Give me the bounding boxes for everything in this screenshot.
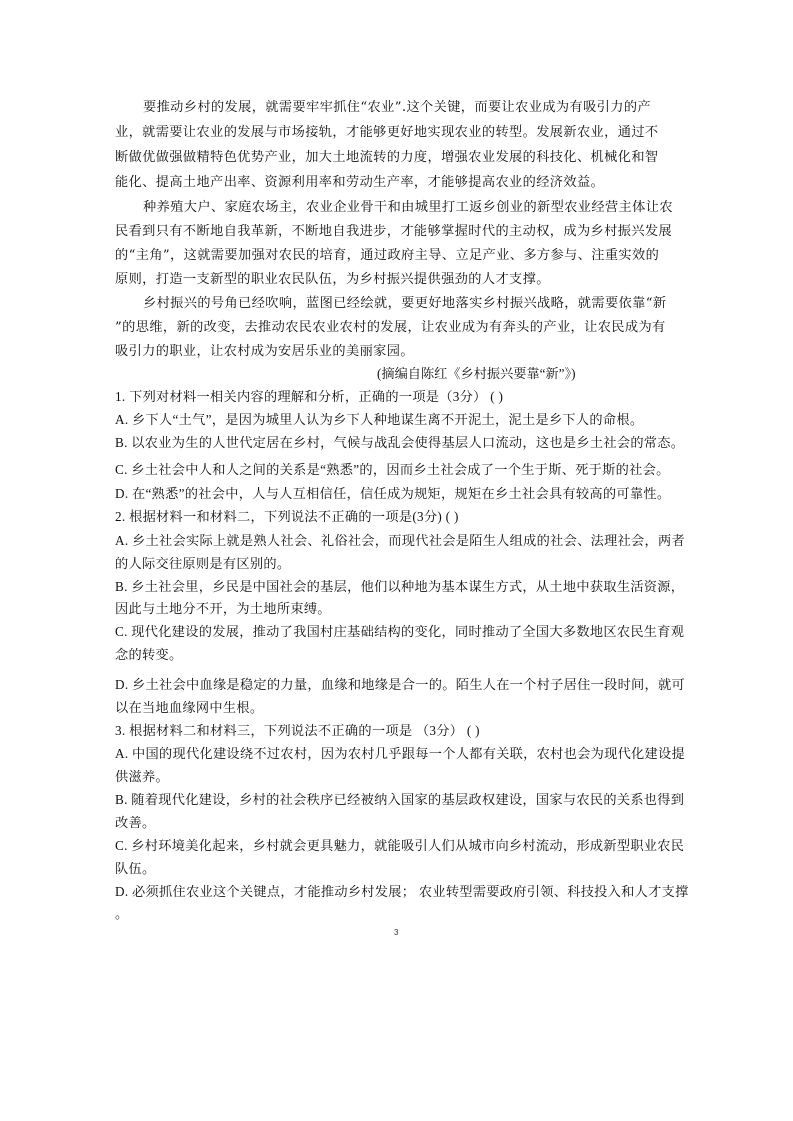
paragraph-2-line-4: 原则，打造一支新型的职业农民队伍，为乡村振兴提供强劲的人才支撑。 (115, 272, 550, 287)
question-1-option-a: A. 乡下人“土气”，是因为城里人认为乡下人种地谋生离不开泥土，泥土是乡下人的命根。 (115, 412, 644, 427)
question-3-option-c-line-2: 队伍。 (115, 861, 156, 876)
paragraph-3-line-1: 乡村振兴的号角已经吹响，蓝图已经绘就，要更好地落实乡村振兴战略，就需要依靠“新 (143, 296, 667, 311)
paragraph-3-line-3: 吸引力的职业，让农村成为安居乐业的美丽家园。 (115, 344, 414, 359)
question-2-option-b-line-2: 因此与土地分不开，为土地所束缚。 (115, 601, 331, 616)
source-citation: (摘编自陈红《乡村振兴要靠“新”》) (377, 366, 576, 381)
paragraph-1-line-4: 能化、提高土地产出率、资源利用率和劳动生产率，才能够提高农业的经济效益。 (115, 175, 605, 190)
question-2-option-c-line-2: 念的转变。 (115, 647, 183, 662)
question-1-option-d: D. 在“熟悉”的社会中，人与人互相信任，信任成为规矩，规矩在乡土社会具有较高的可靠性。 (115, 486, 671, 501)
question-3-option-d-line-1: D. 必须抓住农业这个关键点，才能推动乡村发展； 农业转型需要政府引领、科技投入和人才支撑 (115, 884, 689, 899)
question-3-stem: 3. 根据材料二和材料三，下列说法不正确的一项是 （3分） ( ) (115, 723, 480, 738)
question-3-option-c-line-1: C. 乡村环境美化起来，乡村就会更具魅力，就能吸引人们从城市向乡村流动，形成新型职业农民 (115, 838, 685, 853)
paragraph-1-line-1: 要推动乡村的发展，就需要牢牢抓住“农业”.这个关键，而要让农业成为有吸引力的产 (143, 100, 652, 115)
question-2-option-c-line-1: C. 现代化建设的发展，推动了我国村庄基础结构的变化，同时推动了全国大多数地区农民生育观 (115, 624, 685, 639)
question-2-option-b-line-1: B. 乡土社会里，乡民是中国社会的基层，他们以种地为基本谋生方式，从土地中获取生活资源， (115, 579, 685, 594)
paragraph-1-line-3: 断做优做强做精特色优势产业，加大土地流转的力度，增强农业发展的科技化、机械化和智 (115, 150, 659, 165)
question-2-option-d-line-2: 以在当地血缘网中生根。 (115, 700, 264, 715)
question-1-option-c: C. 乡土社会中人和人之间的关系是“熟悉”的，因而乡土社会成了一个生于斯、死于斯的社会。 (115, 462, 670, 477)
question-3-option-a-line-2: 供滋养。 (115, 769, 169, 784)
paragraph-1-line-2: 业，就需要让农业的发展与市场接轨，才能够更好地实现农业的转型。发展新农业，通过不 (115, 125, 659, 140)
question-3-option-b-line-2: 改善。 (115, 815, 156, 830)
question-2-stem: 2. 根据材料一和材料二，下列说法不正确的一项是(3分) ( ) (115, 509, 459, 524)
question-2-option-a-line-1: A. 乡土社会实际上就是熟人社会、礼俗社会，而现代社会是陌生人组成的社会、法理社会，两者 (115, 533, 686, 548)
question-1-option-b: B. 以农业为生的人世代定居在乡村，气候与战乱会使得基层人口流动，这也是乡土社会的常态。 (115, 435, 685, 450)
paragraph-2-line-3: 的“主角”，这就需要加强对农民的培育，通过政府主导、立足产业、多方参与、注重实效的 (115, 248, 660, 263)
question-1-stem: 1. 下列对材料一相关内容的理解和分析，正确的一项是（3分） ( ) (115, 389, 504, 404)
paragraph-2-line-1: 种养殖大户、家庭农场主，农业企业骨干和由城里打工返乡创业的新型农业经营主体让农 (143, 200, 673, 215)
paragraph-2-line-2: 民看到只有不断地自我革新，不断地自我进步，才能够掌握时代的主动权，成为乡村振兴发展 (115, 224, 673, 239)
question-3-option-b-line-1: B. 随着现代化建设，乡村的社会秩序已经被纳入国家的基层政权建设，国家与农民的关系也得到 (115, 792, 685, 807)
question-3-option-a-line-1: A. 中国的现代化建设绕不过农村，因为农村几乎跟每一个人都有关联，农村也会为现代化建设提 (115, 746, 686, 761)
question-3-option-d-line-2: 。 (115, 906, 129, 921)
page-number: 3 (394, 928, 399, 937)
paragraph-3-line-2: ”的思维，新的改变，去推动农民农业农村的发展，让农业成为有奔头的产业，让农民成为有 (115, 320, 666, 335)
question-2-option-a-line-2: 的人际交往原则是有区别的。 (115, 556, 291, 571)
question-2-option-d-line-1: D. 乡土社会中血缘是稳定的力量，血缘和地缘是合一的。陌生人在一个村子居住一段时间，就可 (115, 677, 686, 692)
